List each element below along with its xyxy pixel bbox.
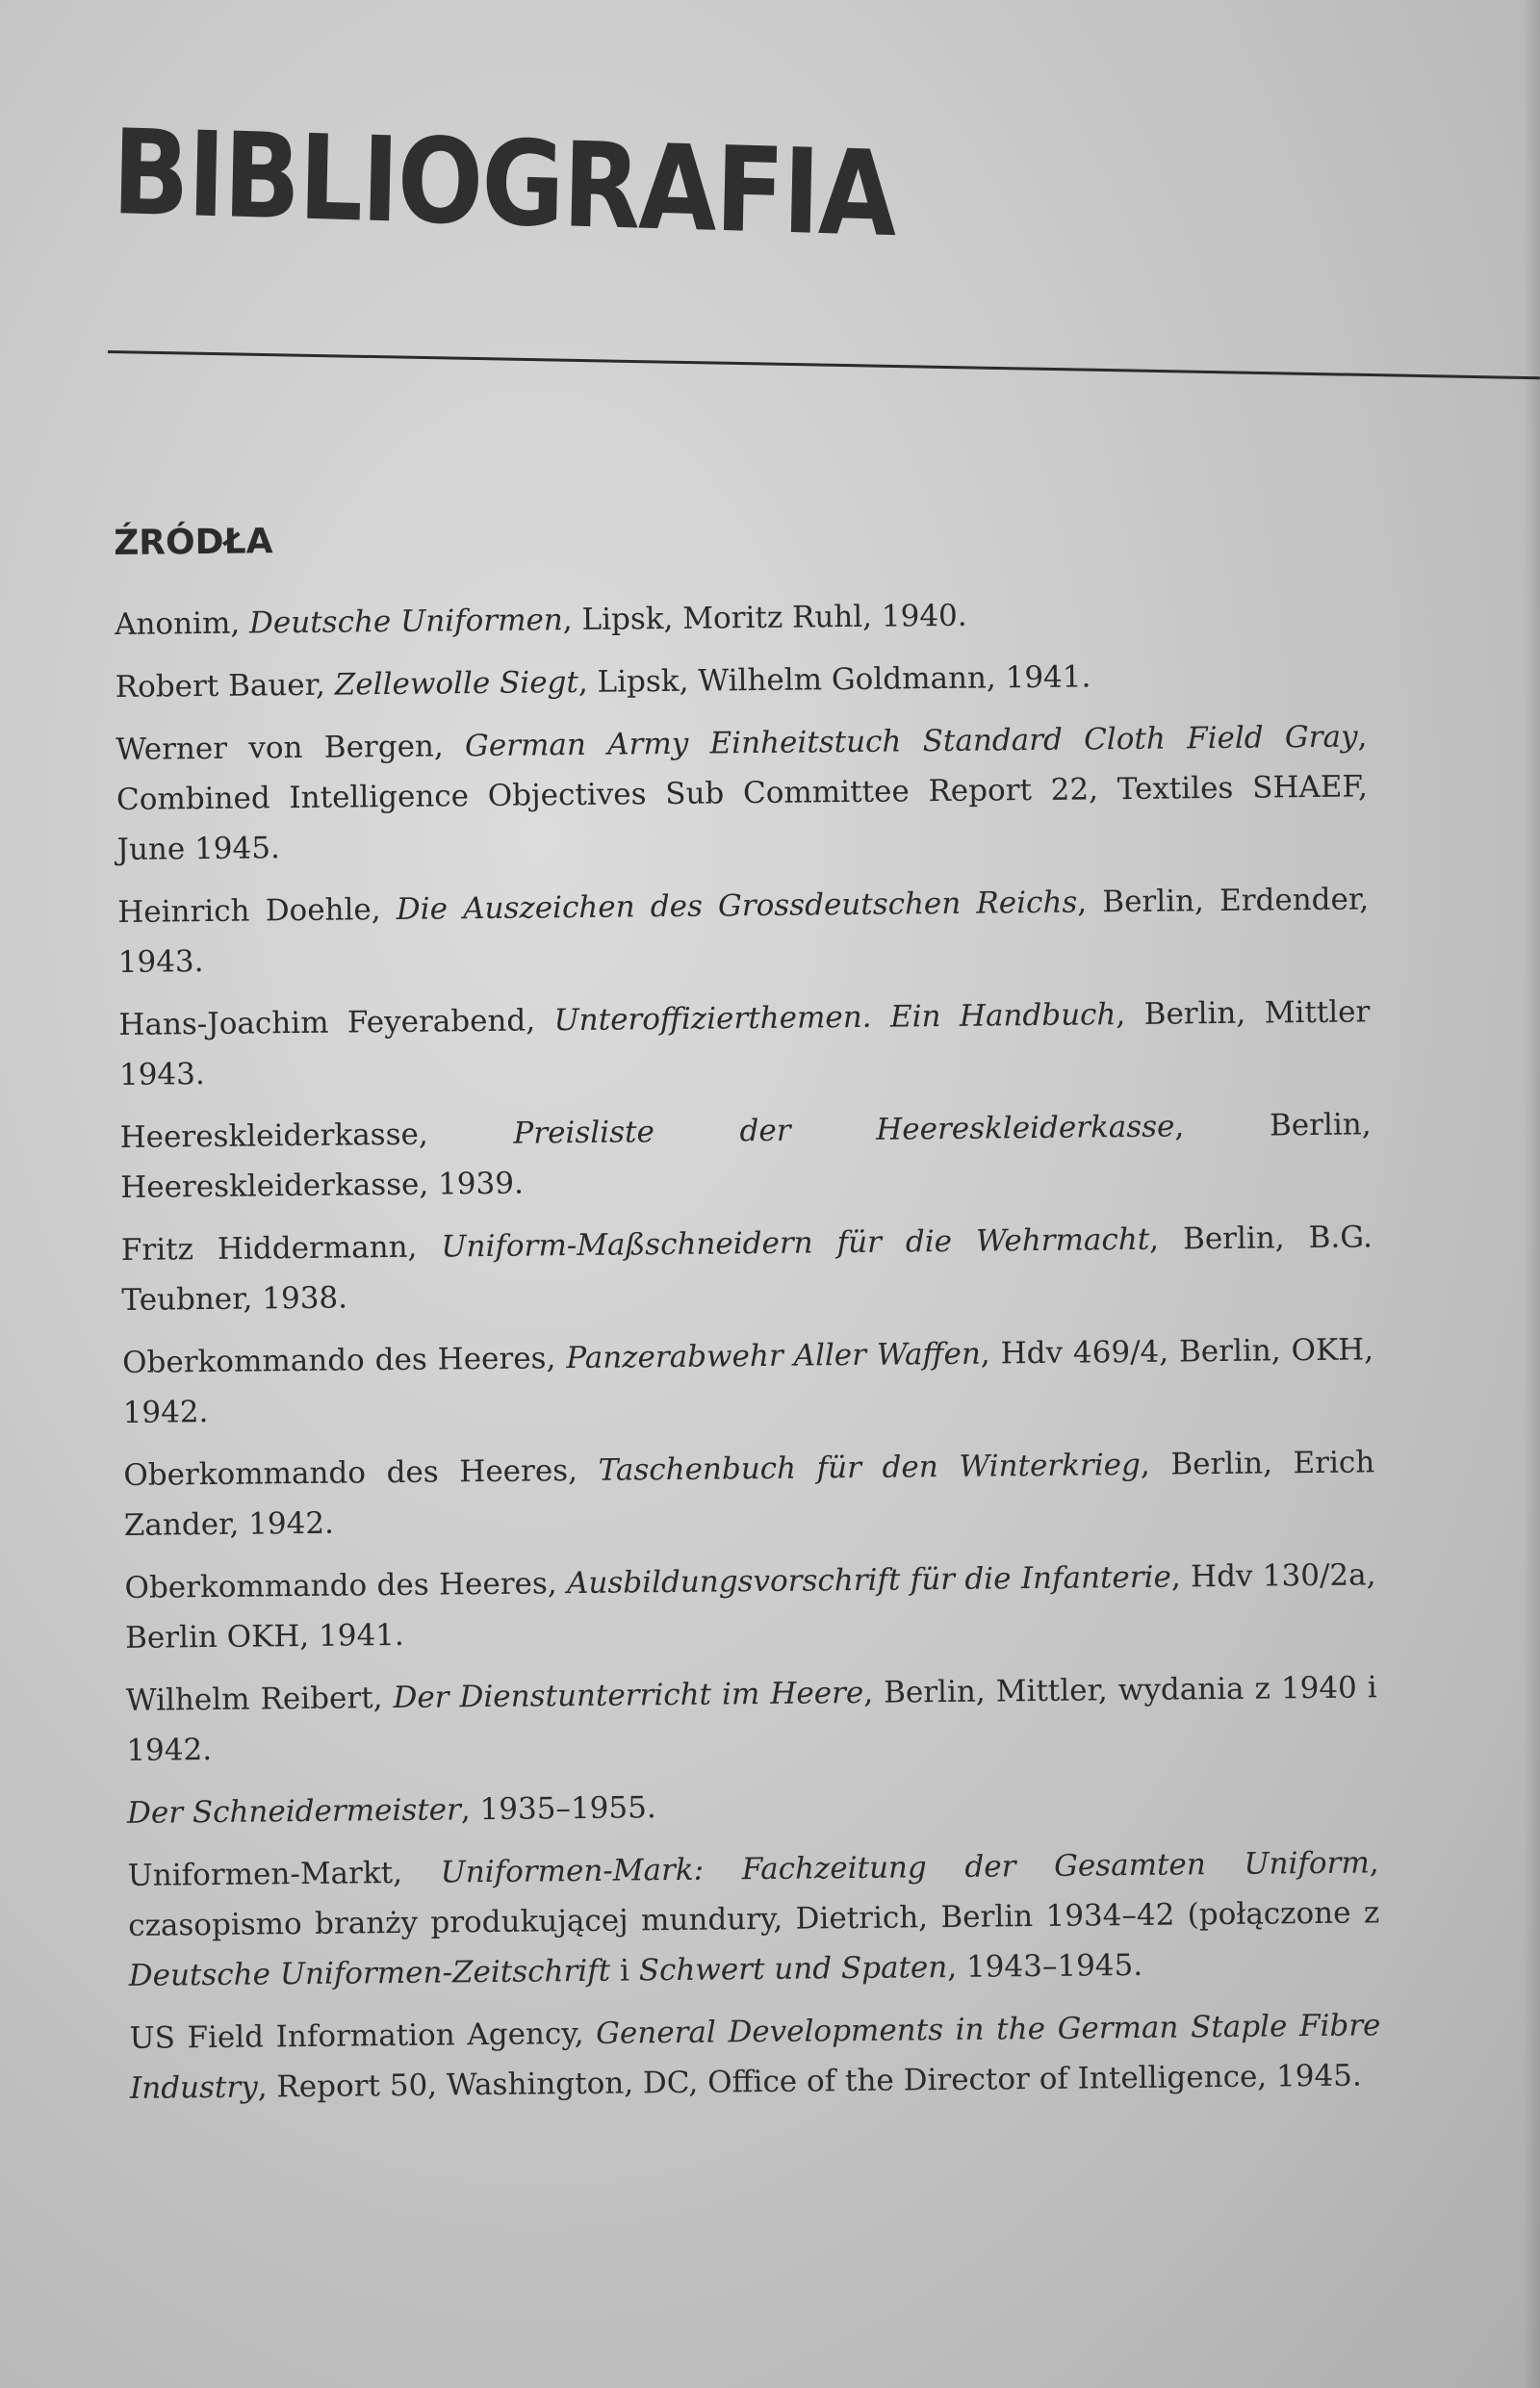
section-heading: ŹRÓDŁA	[113, 522, 273, 563]
bibliography-entry	[127, 1775, 1378, 1838]
title-divider	[108, 350, 1540, 379]
entry-title-secondary: Deutsche Uniformen-Zeitschrift	[128, 1953, 611, 1993]
entry-author: Werner von Bergen,	[116, 728, 466, 767]
entry-author: Oberkommando des Heeres,	[121, 1340, 567, 1380]
bibliography-entry	[116, 711, 1369, 875]
bibliography-entry	[115, 586, 1366, 650]
entry-title: Taschenbuch für den Winterkrieg	[598, 1447, 1142, 1488]
entry-details-secondary: i	[609, 1952, 639, 1989]
entry-author: Oberkommando des Heeres,	[124, 1565, 568, 1605]
bibliography-entry	[123, 1437, 1375, 1551]
entry-title: Der Dienstunterricht im Heere	[393, 1675, 864, 1715]
page-title: BIBLIOGRAFIA	[111, 104, 897, 264]
entry-title: Deutsche Uniformen	[248, 602, 563, 641]
entry-author: Robert Bauer,	[115, 667, 335, 705]
entry-details: , Hdv 469/4, Berlin, OKH, 1942.	[122, 1331, 1374, 1430]
entry-details: , Berlin, Mittler 1943.	[118, 993, 1371, 1092]
entry-author: US Field Information Agency,	[129, 2016, 597, 2056]
entry-title: Unteroffizierthemen. Ein Handbuch	[553, 996, 1116, 1038]
entry-title: Die Auszeichen des Grossdeutschen Reichs	[396, 885, 1078, 927]
bibliography-entry	[121, 1212, 1373, 1325]
entry-title: Uniform-Maßschneidern für die Wehrmacht	[441, 1221, 1150, 1265]
entry-title: Uniformen-Mark: Fachzeitung der Gesamten Uniform	[440, 1845, 1370, 1890]
entry-details: , Lipsk, Wilhelm Goldmann, 1941.	[578, 658, 1091, 700]
entry-author: Anonim,	[114, 605, 250, 642]
bibliography-entry	[122, 1324, 1374, 1438]
entry-author: Heinrich Doehle,	[117, 891, 398, 930]
entry-title: Ausbildungsvorschrift für die Infanterie	[566, 1559, 1172, 1601]
entry-title: Preisliste der Heereskleiderkasse	[513, 1109, 1175, 1151]
entry-details: , Report 50, Washington, DC, Office of the Director of Intelligence, 1945.	[257, 2058, 1362, 2105]
entry-details: , 1935–1955.	[460, 1789, 656, 1827]
entry-title: German Army Einheitstuch Standard Cloth Field Gray	[464, 719, 1358, 763]
entry-details: , Berlin, Mittler, wydania z 1940 i 1942.	[126, 1669, 1377, 1768]
entry-details: , Berlin, Erich Zander, 1942.	[123, 1444, 1375, 1543]
entry-title: General Developments in the German Staple Fibre Industry	[129, 2007, 1381, 2106]
bibliography-entry	[129, 2000, 1381, 2114]
bibliography-entry	[119, 1099, 1372, 1213]
bibliography-list	[115, 586, 1381, 2114]
entry-details: , Berlin, Erdender, 1943.	[117, 881, 1370, 980]
bibliography-entry	[126, 1662, 1378, 1776]
entry-details: , Hdv 130/2a, Berlin OKH, 1941.	[124, 1556, 1376, 1656]
entry-details: , Combined Intelligence Objectives Sub Committee Report 22, Textiles SHAEF, June 1945.	[116, 718, 1369, 867]
entry-details: , Berlin, Heereskleiderkasse, 1939.	[120, 1106, 1372, 1205]
entry-title: Panzerabwehr Aller Waffen	[566, 1336, 982, 1375]
entry-author: Heereskleiderkasse,	[119, 1116, 514, 1155]
entry-author: Oberkommando des Heeres,	[123, 1452, 599, 1493]
entry-details: , Lipsk, Moritz Ruhl, 1940.	[562, 598, 967, 637]
entry-author: Hans-Joachim Feyerabend,	[118, 1002, 554, 1042]
bibliography-entry	[127, 1837, 1380, 2001]
bibliography-entry	[118, 987, 1371, 1100]
entry-details: , Berlin, B.G. Teubner, 1938.	[121, 1219, 1373, 1318]
entry-title: Der Schneidermeister	[126, 1791, 462, 1831]
bibliography-entry	[117, 874, 1370, 988]
bibliography-entry	[124, 1550, 1376, 1663]
entry-author: Uniformen-Markt,	[127, 1855, 441, 1893]
entry-title-tertiary: Schwert und Spaten	[638, 1949, 948, 1988]
entry-title: Zellewolle Siegt	[334, 664, 579, 703]
bibliography-content	[114, 511, 1381, 2125]
entry-author: Wilhelm Reibert,	[125, 1680, 394, 1718]
entry-details: , czasopismo branży produkującej mundury, Dietrich, Berlin 1934–42 (połączone z	[128, 1844, 1380, 1943]
entry-details-tertiary: , 1943–1945.	[947, 1947, 1143, 1985]
entry-author: Fritz Hiddermann,	[120, 1229, 442, 1268]
bibliography-entry	[115, 649, 1366, 712]
